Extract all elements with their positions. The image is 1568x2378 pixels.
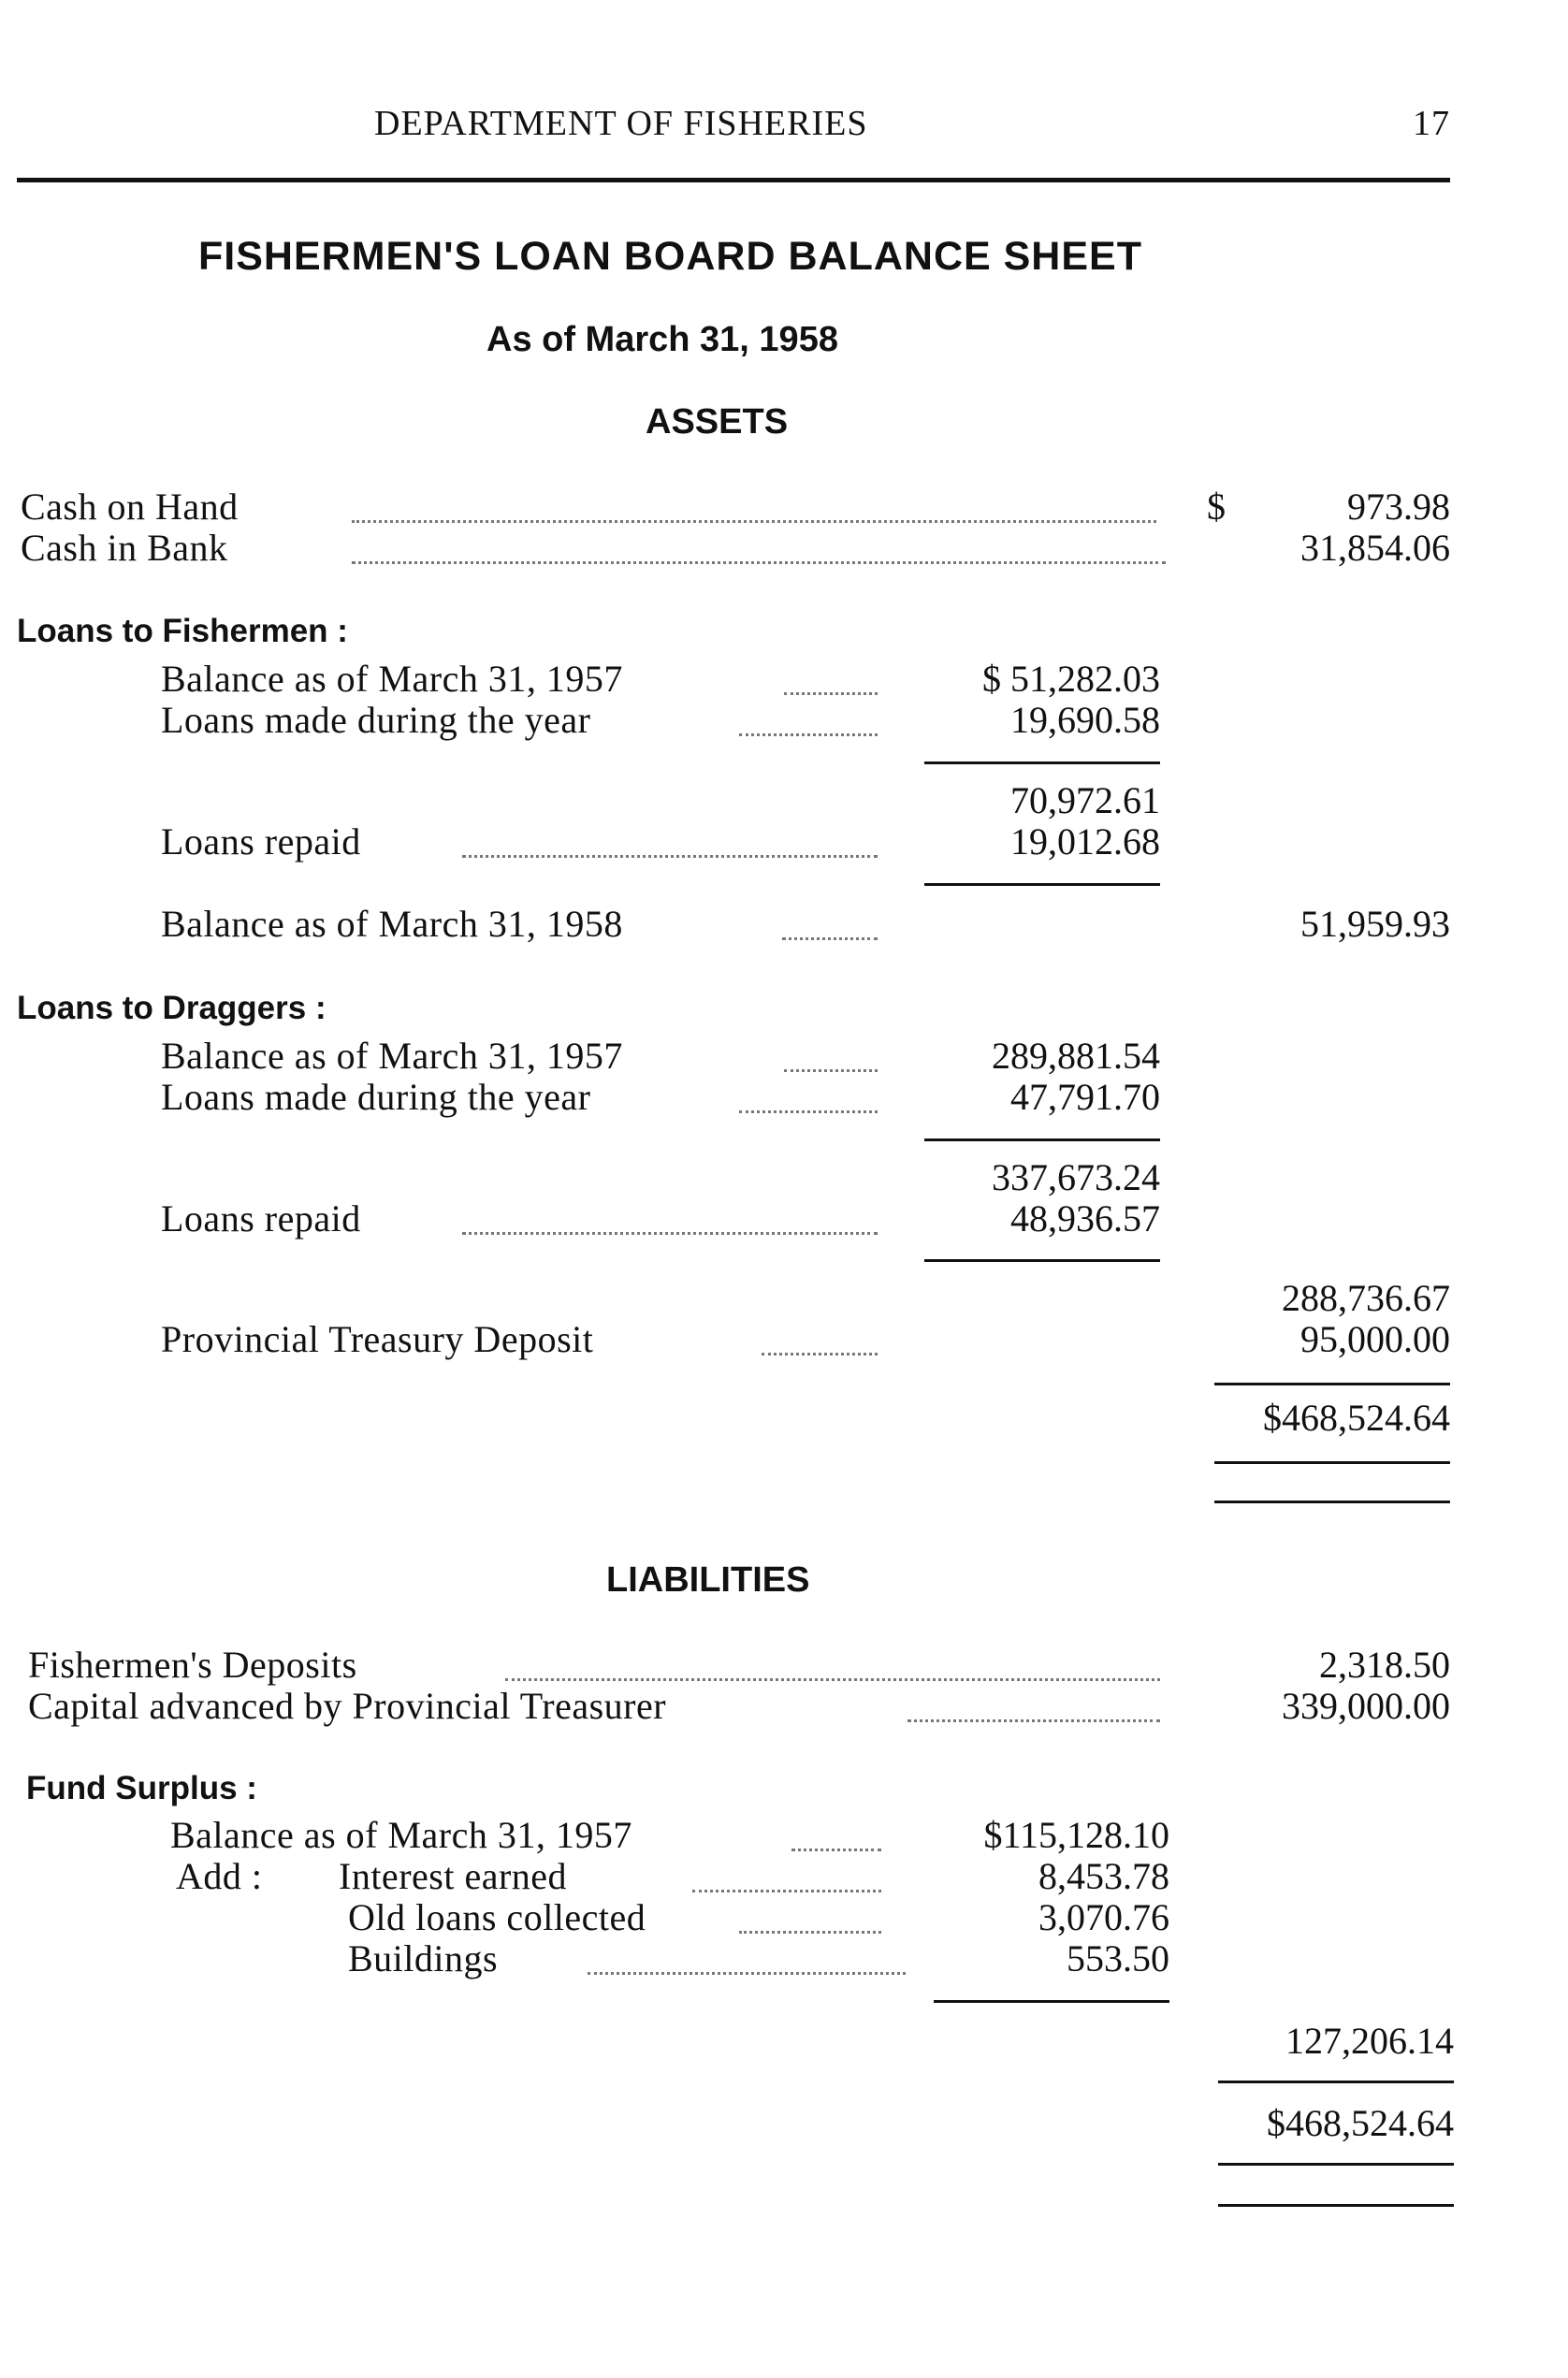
old-loans-value: 3,070.76 bbox=[1038, 1896, 1169, 1938]
fund-surplus-heading: Fund Surplus : bbox=[26, 1770, 257, 1806]
capital-advanced-label: Capital advanced by Provincial Treasurer bbox=[28, 1685, 667, 1727]
leader-dots bbox=[784, 1069, 878, 1072]
assets-total: $468,524.64 bbox=[1263, 1397, 1450, 1439]
leader-dots bbox=[588, 1972, 906, 1975]
liabilities-total: $468,524.64 bbox=[1267, 2102, 1454, 2144]
loans-fishermen-heading: Loans to Fishermen : bbox=[17, 613, 348, 649]
add-label: Add : bbox=[176, 1855, 263, 1897]
surplus-balance-1957-value: $115,128.10 bbox=[983, 1814, 1169, 1856]
fund-surplus-total: 127,206.14 bbox=[1285, 2020, 1454, 2062]
fishermens-deposits-label: Fishermen's Deposits bbox=[28, 1644, 357, 1686]
page-title: FISHERMEN'S LOAN BOARD BALANCE SHEET bbox=[198, 234, 1142, 279]
draggers-loans-made-label: Loans made during the year bbox=[161, 1076, 591, 1118]
leader-dots bbox=[791, 1849, 881, 1851]
total-rule bbox=[1214, 1383, 1450, 1385]
loans-draggers-heading: Loans to Draggers : bbox=[17, 990, 327, 1026]
fishermen-balance-1957-label: Balance as of March 31, 1957 bbox=[161, 658, 623, 700]
cash-currency-sign: $ bbox=[1207, 486, 1226, 528]
subtotal-rule bbox=[924, 1259, 1160, 1262]
buildings-label: Buildings bbox=[348, 1937, 499, 1979]
page-number: 17 bbox=[1413, 104, 1450, 143]
draggers-loans-repaid-value: 48,936.57 bbox=[1010, 1197, 1160, 1240]
fishermen-balance-1958-value: 51,959.93 bbox=[1300, 903, 1450, 945]
header-rule bbox=[17, 178, 1450, 182]
subtotal-rule bbox=[934, 2000, 1169, 2003]
subtotal-rule bbox=[924, 883, 1160, 886]
buildings-value: 553.50 bbox=[1067, 1937, 1169, 1979]
cash-on-hand-label: Cash on Hand bbox=[21, 486, 239, 528]
leader-dots bbox=[692, 1890, 881, 1892]
provincial-deposit-value: 95,000.00 bbox=[1300, 1318, 1450, 1360]
interest-earned-label: Interest earned bbox=[339, 1855, 568, 1897]
provincial-deposit-label: Provincial Treasury Deposit bbox=[161, 1318, 594, 1360]
total-double-rule bbox=[1218, 2163, 1454, 2166]
cash-on-hand-value: 973.98 bbox=[1347, 486, 1450, 528]
leader-dots bbox=[352, 520, 1156, 523]
assets-heading: ASSETS bbox=[646, 402, 789, 442]
draggers-balance-value: 288,736.67 bbox=[1282, 1277, 1450, 1319]
surplus-balance-1957-label: Balance as of March 31, 1957 bbox=[170, 1814, 632, 1856]
total-rule bbox=[1218, 2081, 1454, 2083]
leader-dots bbox=[739, 1931, 881, 1934]
draggers-balance-1957-label: Balance as of March 31, 1957 bbox=[161, 1035, 623, 1077]
total-double-rule bbox=[1214, 1461, 1450, 1464]
leader-dots bbox=[907, 1719, 1160, 1722]
draggers-balance-1957-value: 289,881.54 bbox=[992, 1035, 1160, 1077]
old-loans-label: Old loans collected bbox=[348, 1896, 646, 1938]
interest-earned-value: 8,453.78 bbox=[1038, 1855, 1169, 1897]
draggers-subtotal: 337,673.24 bbox=[992, 1156, 1160, 1198]
leader-dots bbox=[505, 1678, 1160, 1681]
leader-dots bbox=[462, 1232, 878, 1235]
leader-dots bbox=[739, 733, 878, 736]
fishermen-subtotal: 70,972.61 bbox=[1010, 779, 1160, 821]
fishermens-deposits-value: 2,318.50 bbox=[1319, 1644, 1450, 1686]
fishermen-loans-made-label: Loans made during the year bbox=[161, 699, 591, 741]
leader-dots bbox=[782, 937, 878, 940]
subtotal-rule bbox=[924, 761, 1160, 764]
fishermen-balance-1958-label: Balance as of March 31, 1958 bbox=[161, 903, 623, 945]
fishermen-loans-made-value: 19,690.58 bbox=[1010, 699, 1160, 741]
leader-dots bbox=[739, 1110, 878, 1113]
total-double-rule bbox=[1218, 2204, 1454, 2207]
capital-advanced-value: 339,000.00 bbox=[1282, 1685, 1450, 1727]
leader-dots bbox=[352, 561, 1166, 564]
page-subtitle: As of March 31, 1958 bbox=[486, 320, 838, 359]
fishermen-loans-repaid-value: 19,012.68 bbox=[1010, 820, 1160, 863]
draggers-loans-repaid-label: Loans repaid bbox=[161, 1197, 361, 1240]
fishermen-balance-1957-value: $ 51,282.03 bbox=[982, 658, 1160, 700]
leader-dots bbox=[784, 692, 878, 695]
draggers-loans-made-value: 47,791.70 bbox=[1010, 1076, 1160, 1118]
fishermen-loans-repaid-label: Loans repaid bbox=[161, 820, 361, 863]
cash-in-bank-value: 31,854.06 bbox=[1300, 527, 1450, 569]
leader-dots bbox=[762, 1353, 878, 1356]
subtotal-rule bbox=[924, 1138, 1160, 1141]
liabilities-heading: LIABILITIES bbox=[606, 1560, 810, 1600]
cash-in-bank-label: Cash in Bank bbox=[21, 527, 228, 569]
total-double-rule bbox=[1214, 1501, 1450, 1503]
leader-dots bbox=[462, 855, 878, 858]
running-header: DEPARTMENT OF FISHERIES bbox=[374, 104, 868, 143]
